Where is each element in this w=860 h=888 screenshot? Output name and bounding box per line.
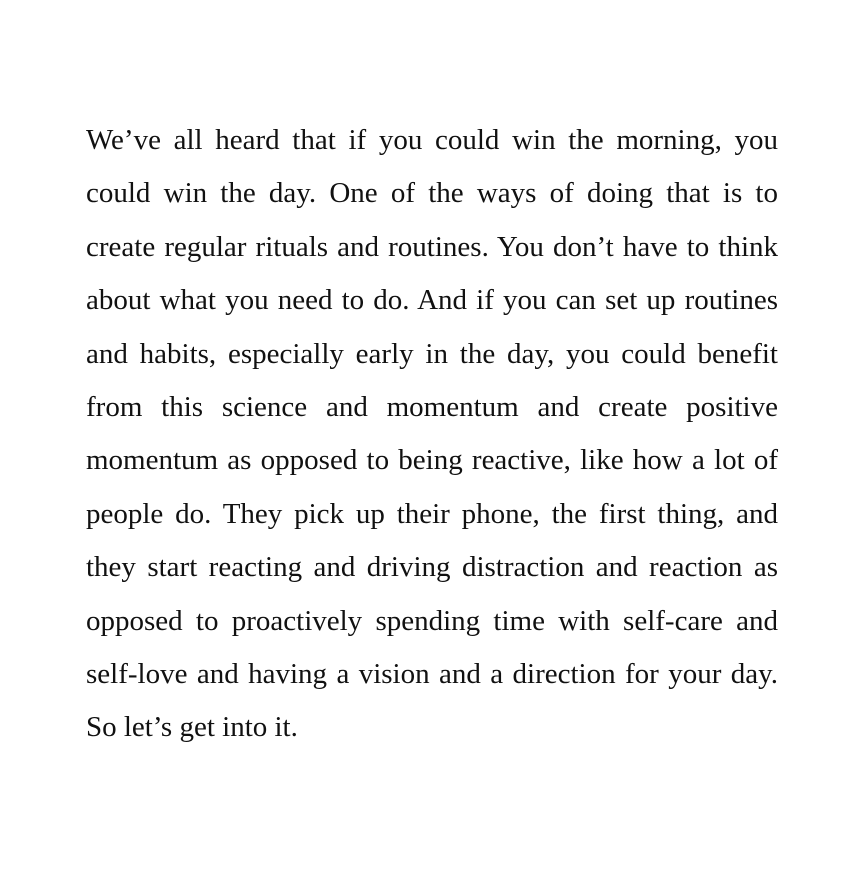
body-paragraph: We’ve all heard that if you could win the morning, you could win the day. One of the ways of doing that is to create regular rituals and routines. You don’t have to think about what you need to do. And if you can set up routines and habits, especially early in the day, you could benefit from this science and momentum and create positive momentum as opposed to being reactive, like how a lot of people do. They pick up their phone, the first thing, and they start reacting and driving distraction and reaction as opposed to proactively spending time with self-care and self-love and having a vision and a direction for your day. So let’s get into it. (86, 124, 778, 744)
